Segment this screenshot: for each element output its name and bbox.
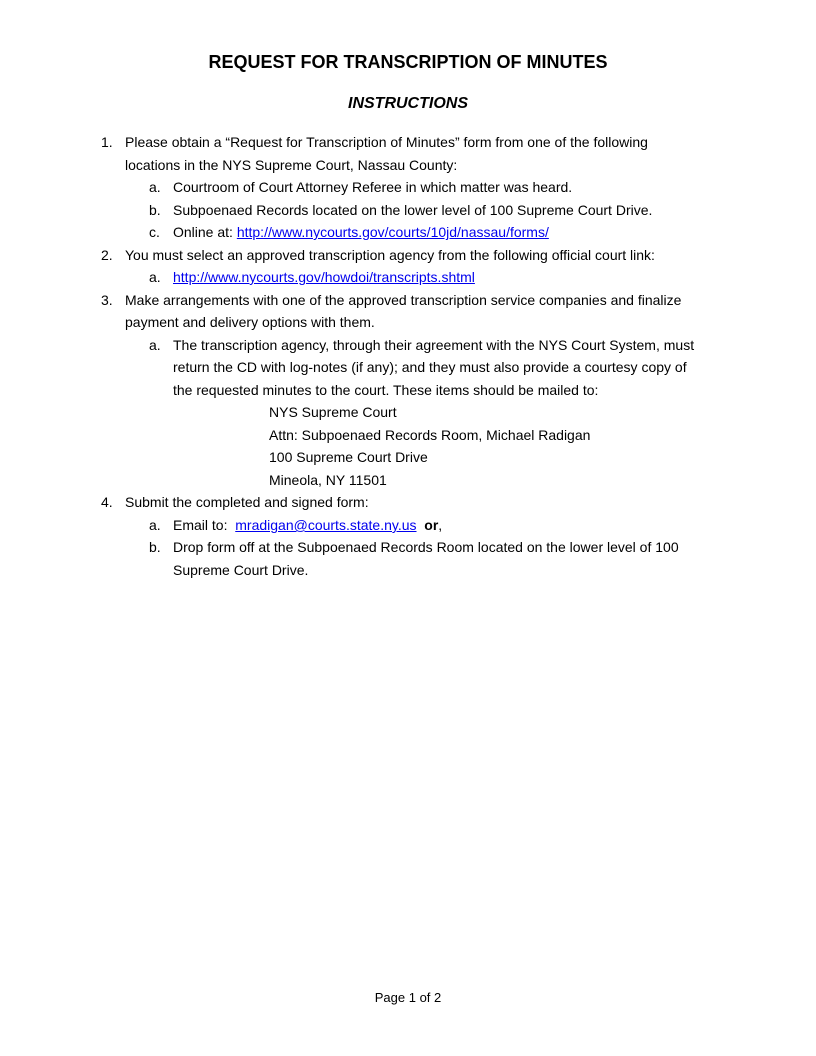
subitem-letter: b.: [149, 202, 161, 218]
page-title: REQUEST FOR TRANSCRIPTION OF MINUTES: [208, 52, 608, 72]
email-prefix: Email to:: [173, 517, 236, 533]
subitem-text: Drop form off at the Subpoenaed Records Room located on the lower level of 100: [173, 539, 679, 555]
online-prefix: Online at:: [173, 224, 237, 240]
address-line: Mineola, NY 11501: [269, 472, 387, 488]
step-text: You must select an approved transcription agency from the following official court link:: [125, 247, 655, 263]
subitem-text: the requested minutes to the court. These items should be mailed to:: [173, 382, 599, 398]
page-number: Page 1 of 2: [374, 990, 442, 1005]
subitem-text: return the CD with log-notes (if any); and they must also provide a courtesy copy of: [173, 359, 687, 375]
step-number: 2.: [101, 247, 113, 263]
subitem-letter: c.: [149, 224, 160, 240]
step-text: Submit the completed and signed form:: [125, 494, 369, 510]
subitem-text: Subpoenaed Records located on the lower level of 100 Supreme Court Drive.: [173, 202, 653, 218]
subitem-letter: a.: [149, 517, 161, 533]
subitem-text: The transcription agency, through their agreement with the NYS Court System, must: [173, 337, 695, 353]
address-line: 100 Supreme Court Drive: [269, 449, 428, 465]
transcripts-link[interactable]: http://www.nycourts.gov/howdoi/transcripts.shtml: [173, 269, 475, 285]
step-text: locations in the NYS Supreme Court, Nassau County:: [125, 157, 458, 173]
or-label: or: [424, 517, 439, 533]
address-line: NYS Supreme Court: [269, 404, 397, 420]
step-text: Please obtain a “Request for Transcription of Minutes” form from one of the following: [125, 134, 648, 150]
subitem-letter: a.: [149, 179, 161, 195]
subitem-text: Courtroom of Court Attorney Referee in which matter was heard.: [173, 179, 573, 195]
subitem-email: [173, 515, 442, 535]
email-link[interactable]: mradigan@courts.state.ny.us: [235, 517, 417, 533]
subitem-text: Supreme Court Drive.: [173, 562, 309, 578]
subitem-letter: a.: [149, 269, 161, 285]
step-number: 4.: [101, 494, 113, 510]
forms-link[interactable]: http://www.nycourts.gov/courts/10jd/nassau/forms/: [236, 224, 549, 240]
step-text: payment and delivery options with them.: [125, 314, 375, 330]
email-suffix: ,: [438, 517, 443, 533]
subitem-letter: b.: [149, 539, 161, 555]
step-text: Make arrangements with one of the approved transcription service companies and finalize: [125, 292, 682, 308]
instructions-subtitle: INSTRUCTIONS: [348, 95, 468, 112]
subitem-online: [173, 222, 549, 242]
step-number: 1.: [101, 134, 113, 150]
step-number: 3.: [101, 292, 113, 308]
address-line: Attn: Subpoenaed Records Room, Michael Radigan: [269, 427, 591, 443]
subitem-letter: a.: [149, 337, 161, 353]
